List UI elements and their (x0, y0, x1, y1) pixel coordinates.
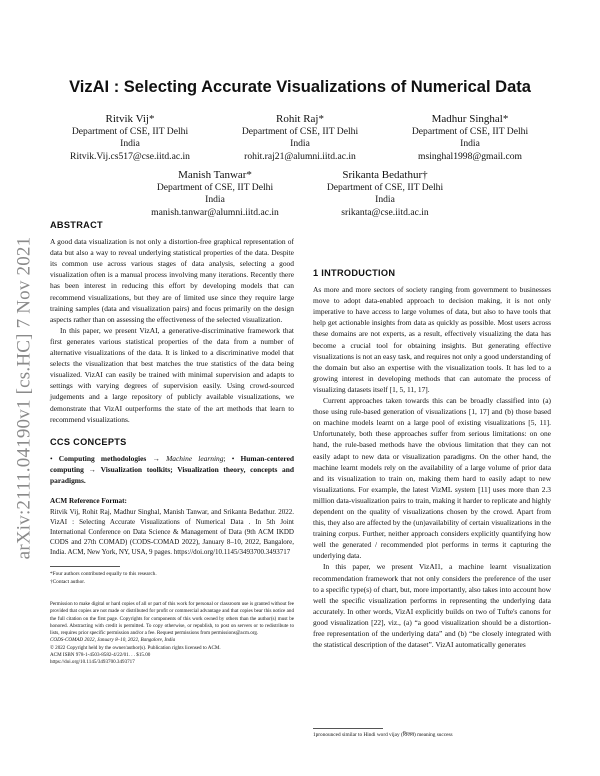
footnote-rule (50, 566, 120, 567)
abstract-heading: ABSTRACT (50, 220, 103, 230)
author-name: Rohit Raj* (276, 113, 324, 125)
author-dept: Department of CSE, IIT Delhi (156, 182, 274, 193)
acm-ref-heading: ACM Reference Format: (50, 497, 127, 506)
doi-line: https://doi.org/10.1145/3493700.3493717 (50, 659, 135, 666)
left-column (50, 220, 294, 557)
intro-paragraph: Current approaches taken towards this can be broadly classified into (a) those using rule-based generation of visualizations [1, 17] and (b) those based on machine models learnt on a large pool of existing visualizations [5, 11]. Unfortunately, both these approaches suffer from serious limitations: on one hand, the rule-based methods have the obvious limitation that they can not easily adapt to new data or visualization paradigms. On the other hand, the machine learnt models rely on the availability of a large volume of prior data and its visualization to train on, making them hard to easily adapt to new visualizations. For example, the latest VizML system [11] uses more than 2.3 million data-visualization pairs to train, making it harder to replicate and highly dependent on the quality of visualizations chosen by the crowd. Apart from this, they also are affected by the (un)availability of certain visualizations in the training corpus. Further, neither approach considers explicitly quantifying how well the generated / recommended plot performs in terms it capturing the underlying data. (313, 396, 551, 561)
arrow: → (152, 453, 160, 463)
bullet: • (231, 453, 235, 463)
author-name: Srikanta Bedathur† (342, 169, 428, 181)
acm-ref-text: Ritvik Vij, Rohit Raj, Madhur Singhal, Manish Tanwar, and Srikanta Bedathur. 2022. VizAI : Selecting Accurate Visualizations of Numerical Data . In 5th Joint International Conference on Data Science & Management of Data (9th ACM IKDD CODS and 27th COMAD) (CODS-COMAD 2022), January 8–10, 2022, Bangalore, India. ACM, New York, NY, USA, 9 pages. https://doi.org/10.1145/3493700.3493717 (50, 508, 294, 557)
ccs-term: Visualization toolkits; Visualization theory, concepts and paradigms. (50, 464, 294, 485)
footnote-pronounced: 1pronounced similar to Hindi word vijay (विजय) meaning success (313, 732, 453, 738)
ccs-heading: CCS CONCEPTS (50, 436, 127, 447)
arrow: → (88, 464, 96, 474)
author-country: India (120, 138, 140, 150)
author-block (310, 168, 460, 219)
intro-heading: 1 INTRODUCTION (313, 268, 396, 278)
author-dept: Department of CSE, IIT Delhi (241, 126, 359, 137)
permission-text: Permission to make digital or hard copies of all or part of this work for personal or classroom use is granted without fee provided that copies are not made or distributed for profit or commercial advantage and that copies bear this notice and the full citation on the first page. Copyrights for components of this work owned by others than the author(s) must be honored. Abstracting with credit is permitted. To copy otherwise, or republish, to post on servers or to redistribute to lists, requires prior specific permission and/or a fee. Request permissions from permissions@acm.org. (50, 601, 294, 637)
author-dept: Department of CSE, IIT Delhi (326, 182, 444, 193)
footnote-rule (313, 728, 383, 729)
intro-paragraph: In this paper, we present VizAI1, a machine learnt visualization recommendation framework that not only considers the preference of the user to a specific type(s) of chart, but, more importantly, also takes into account how well the specific visualization performs in representing the underlying data accurately. In other words, VizAI explicitly builds on two of Tufte's canons for good visualization [22], viz., (a) “a good visualization should be a distortion-free representation of the underlying data” and (b) “be closely integrated with the statistical description of the dataset”. VizAI automatically generates (313, 562, 551, 650)
bullet: • (50, 453, 53, 463)
ccs-term: Machine learning (166, 453, 224, 463)
abstract-paragraph: A good data visualization is not only a distortion-free graphical representation of data but also a way to reveal underlying statistical properties of the data. Despite its common use across various stages of data analysis, selecting a good visualization often is a manual process involving many iterations. Recently there has been interest in reducing this effort by developing models that can recommend visualizations, but they are of limited use since they require large training samples (data and visualization pairs) and focus primarily on the design aspects rather than on assessing the effectiveness of the selected visualization. (50, 237, 294, 324)
ccs-term: Human-centered computing (50, 453, 295, 474)
author-country: India (205, 194, 225, 206)
author-dept: Department of CSE, IIT Delhi (71, 126, 189, 137)
ccs-concepts (50, 453, 294, 486)
copyright-line: © 2022 Copyright held by the owner/author(s). Publication rights licensed to ACM. (50, 644, 221, 651)
separator: ; (223, 453, 226, 463)
arxiv-stamp (4, 226, 44, 570)
ccs-term: Computing methodologies (58, 453, 147, 463)
author-dept: Department of CSE, IIT Delhi (411, 126, 529, 137)
paper-title: VizAI : Selecting Accurate Visualizations of Numerical Data (69, 78, 531, 96)
author-block (225, 112, 375, 163)
isbn-line: ACM ISBN 978-1-4503-8582-4/22/01. . . $15.00 (50, 652, 151, 659)
author-email: Ritvik.Vij.cs517@cse.iitd.ac.in (70, 150, 190, 162)
right-column (313, 222, 551, 650)
left-footnotes (50, 571, 294, 586)
intro-paragraph: As more and more sectors of society ranging from government to businesses move to adopt data-enabled approach to decision making, it is not only imperative to have access to large volumes of data, but also to have tools that help get actionable insights from data as quickly as possible. Most users across these domains are not experts, as a result, effectively visualizing the data has become a crucial tool for obtaining insights. But generating effective visualizations is not an easy task, and requires not only a good understanding of the domain but also an expertise with the visualization tools. It has led to a growing interest in developing methods that can automate the process of visualizing datasets itself [1, 5, 11, 17]. (313, 285, 551, 394)
author-country: India (375, 194, 395, 206)
author-block (395, 112, 545, 163)
author-name: Ritvik Vij* (105, 113, 155, 125)
author-name: Manish Tanwar* (178, 169, 252, 181)
author-name: Madhur Singhal* (431, 113, 509, 125)
author-country: India (460, 138, 480, 150)
author-email: manish.tanwar@alumni.iitd.ac.in (151, 206, 279, 218)
right-footnote (313, 732, 551, 740)
arxiv-stamp-text: arXiv:2111.04190v1 [cs.HC] 7 Nov 2021 (13, 236, 35, 560)
author-block (140, 168, 290, 219)
conference-line: CODS-COMAD 2022, January 8–10, 2022, Bangalore, India (50, 637, 176, 644)
permission-block (50, 601, 294, 667)
author-email: rohit.raj21@alumni.iitd.ac.in (244, 150, 356, 162)
author-country: India (290, 138, 310, 150)
abstract-paragraph: In this paper, we present VizAI, a generative-discriminative framework that first generates various statistical properties of the data from a number of alternative visualizations of the data. It is linked to a discriminative model that selects the visualization that best matches the true statistics of the data being visualized. VizAI can easily be trained with minimal supervision and adapts to settings with varying degrees of supervision easily. Using crowd-sourced judgements and a large repository of publicly available visualizations, we demonstrate that VizAI outperforms the state of the art methods that learn to recommend visualizations. (50, 325, 294, 424)
author-block (55, 112, 205, 163)
author-email: srikanta@cse.iitd.ac.in (341, 206, 429, 218)
author-email: msinghal1998@gmail.com (418, 150, 522, 162)
footnote-equal: *Four authors contributed equally to this research. (50, 571, 157, 577)
footnote-contact: †Contact author. (50, 578, 86, 585)
